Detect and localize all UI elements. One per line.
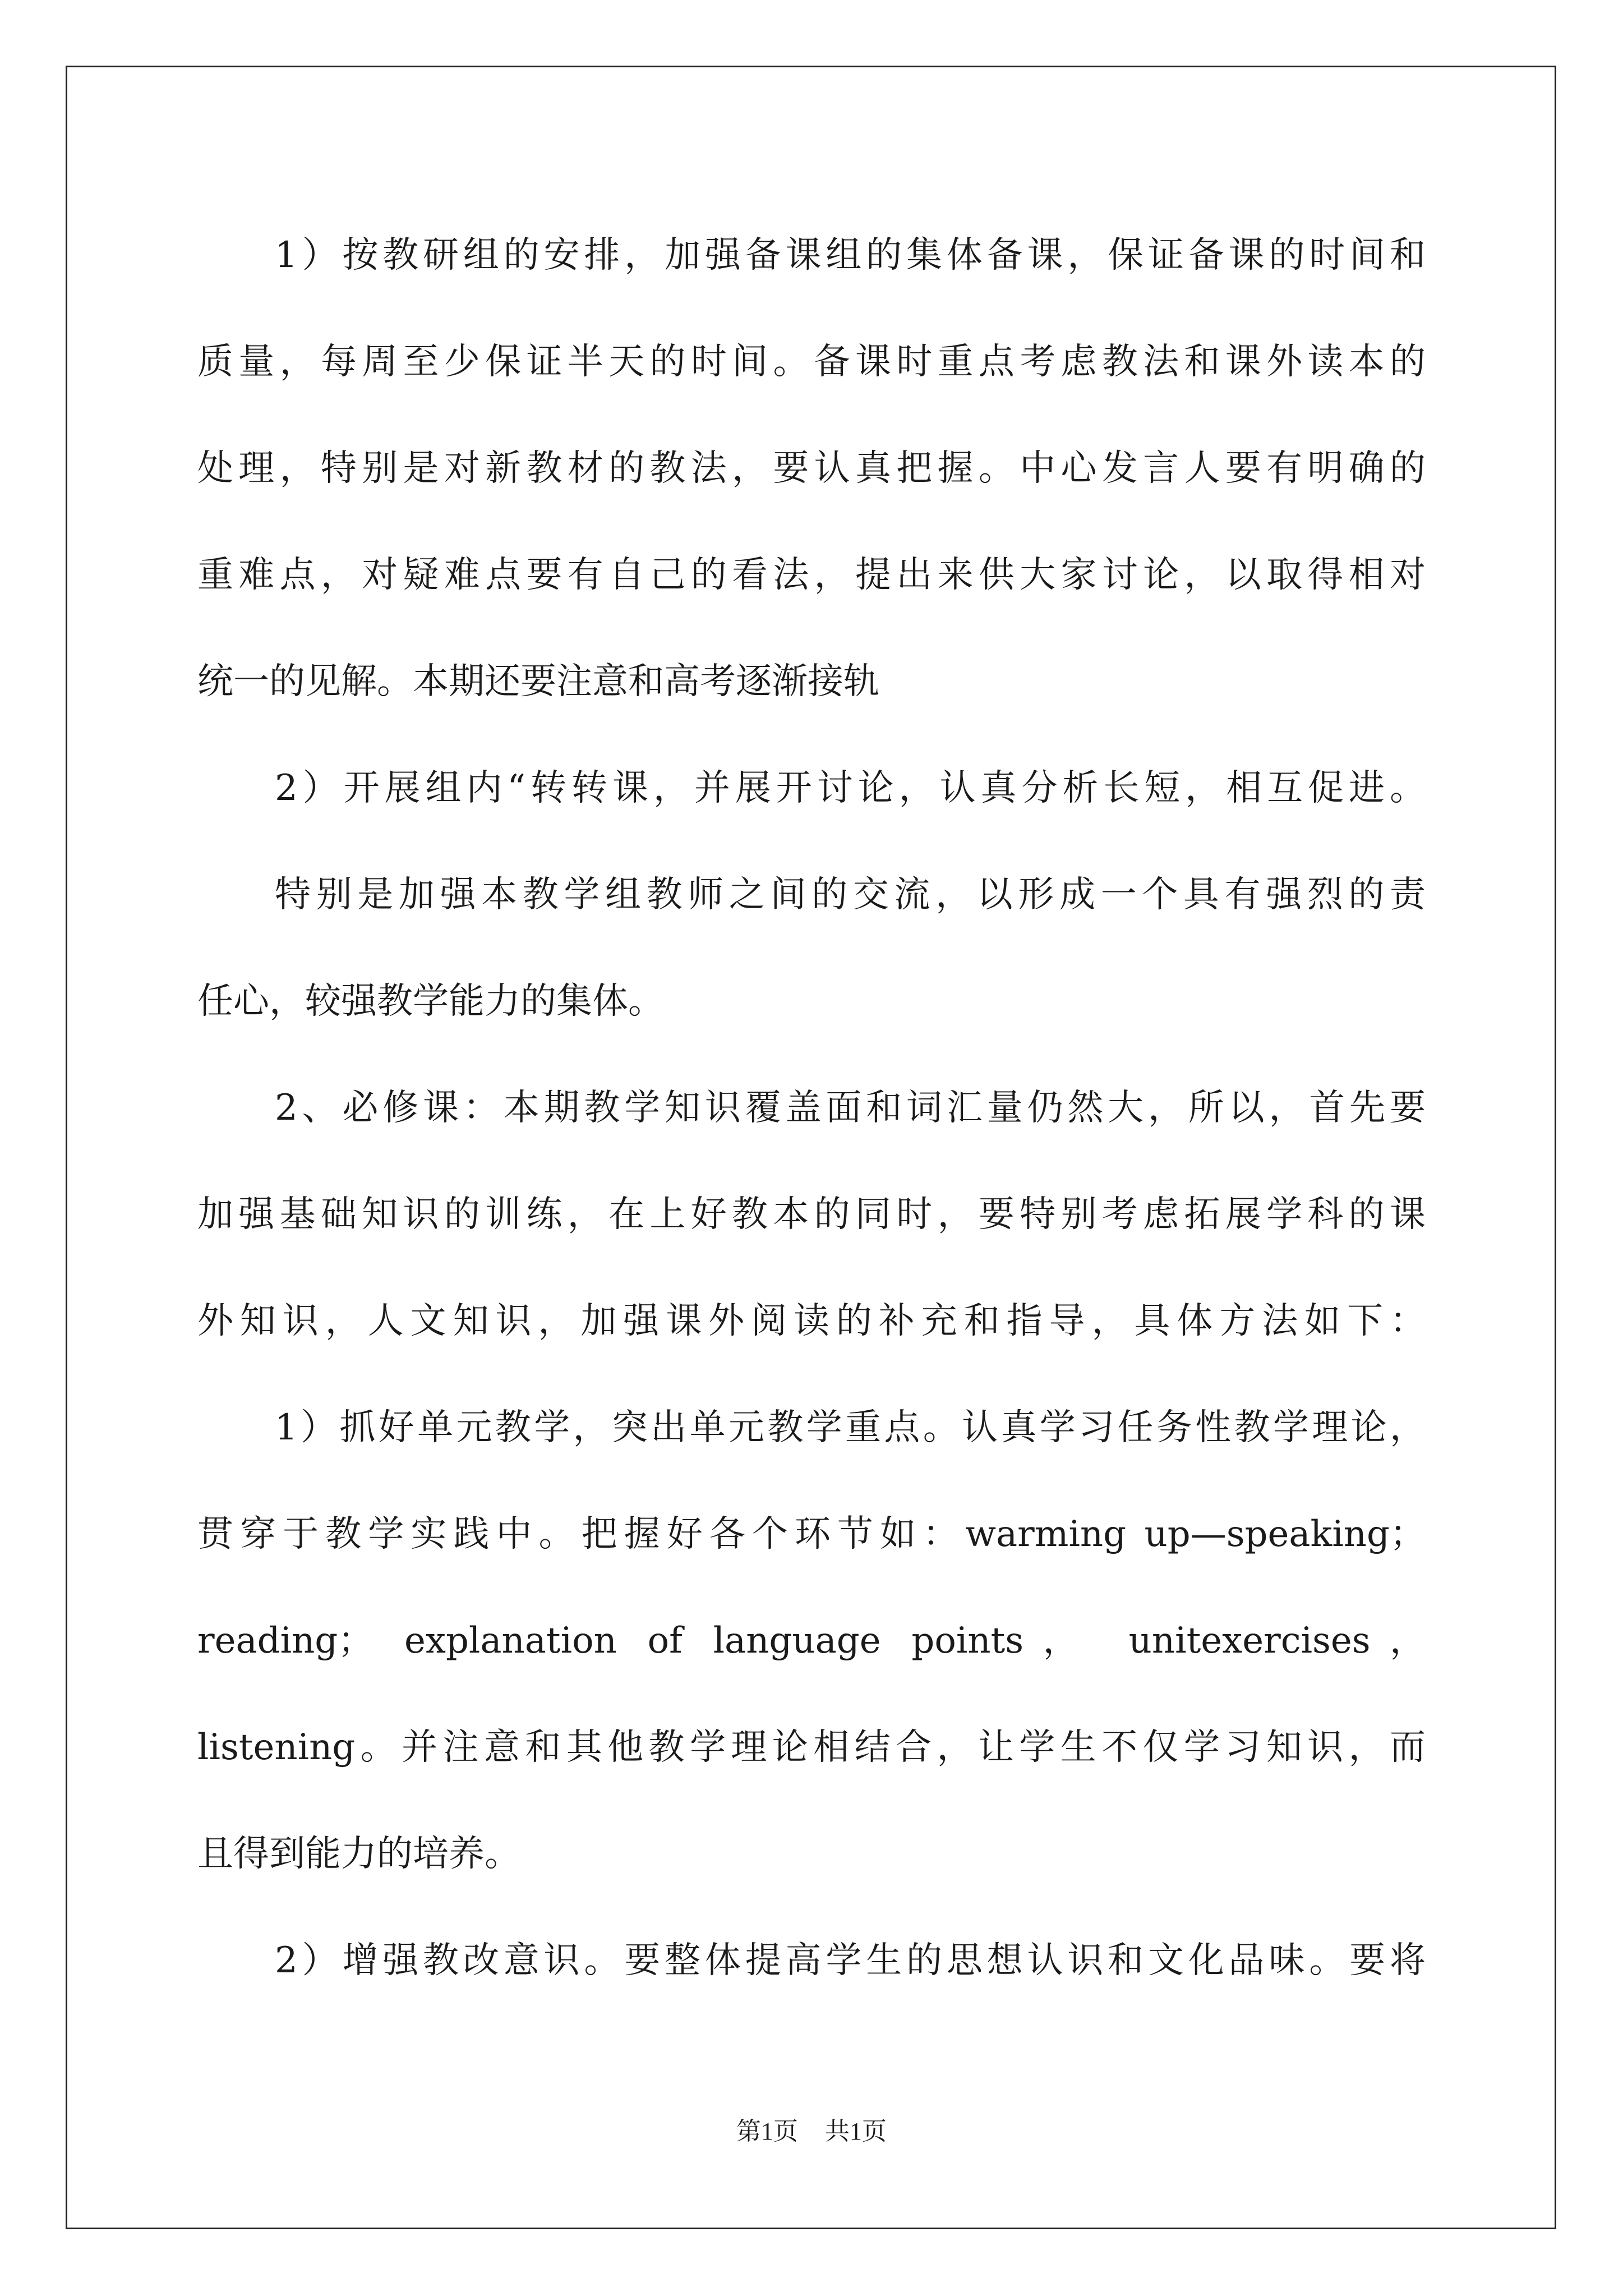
page-number-total: 共1页 [825, 2118, 887, 2145]
text-line: 1）抓好单元教学，突出单元教学重点。认真学习任务性教学理论， [275, 1407, 1426, 1448]
text-line: 外知识，人文知识，加强课外阅读的补充和指导，具体方法如下： [197, 1300, 1426, 1342]
text-line: 质量，每周至少保证半天的时间。备课时重点考虑教法和课外读本的 [197, 341, 1426, 383]
text-line: 1）按教研组的安排，加强备课组的集体备课，保证备课的时间和 [275, 234, 1426, 276]
text-line: reading； explanation of language points， unitexercises， [197, 1620, 1426, 1662]
text-line: 统一的见解。本期还要注意和高考逐渐接轨 [197, 661, 879, 702]
page-number-current: 第1页 [736, 2118, 798, 2145]
text-line: 2）增强教改意识。要整体提高学生的思想认识和文化品味。要将 [275, 1940, 1426, 1981]
text-line: 特别是加强本教学组教师之间的交流，以形成一个具有强烈的责 [275, 874, 1426, 915]
text-line: 且得到能力的培养。 [197, 1833, 520, 1875]
page-footer [0, 2115, 1623, 2148]
text-line: 加强基础知识的训练，在上好教本的同时，要特别考虑拓展学科的课 [197, 1194, 1426, 1235]
text-line: 处理，特别是对新教材的教法，要认真把握。中心发言人要有明确的 [197, 448, 1426, 489]
text-line: listening。并注意和其他教学理论相结合，让学生不仅学习知识，而 [197, 1727, 1426, 1768]
text-line: 任心，较强教学能力的集体。 [197, 981, 664, 1022]
text-line: 2、必修课：本期教学知识覆盖面和词汇量仍然大，所以，首先要 [275, 1087, 1426, 1129]
text-line: 2）开展组内“转转课，并展开讨论，认真分析长短，相互促进。 [275, 767, 1426, 809]
text-line: 贯穿于教学实践中。把握好各个环节如：warming up—speaking； [197, 1513, 1426, 1555]
text-line: 重难点，对疑难点要有自己的看法，提出来供大家讨论，以取得相对 [197, 554, 1426, 596]
